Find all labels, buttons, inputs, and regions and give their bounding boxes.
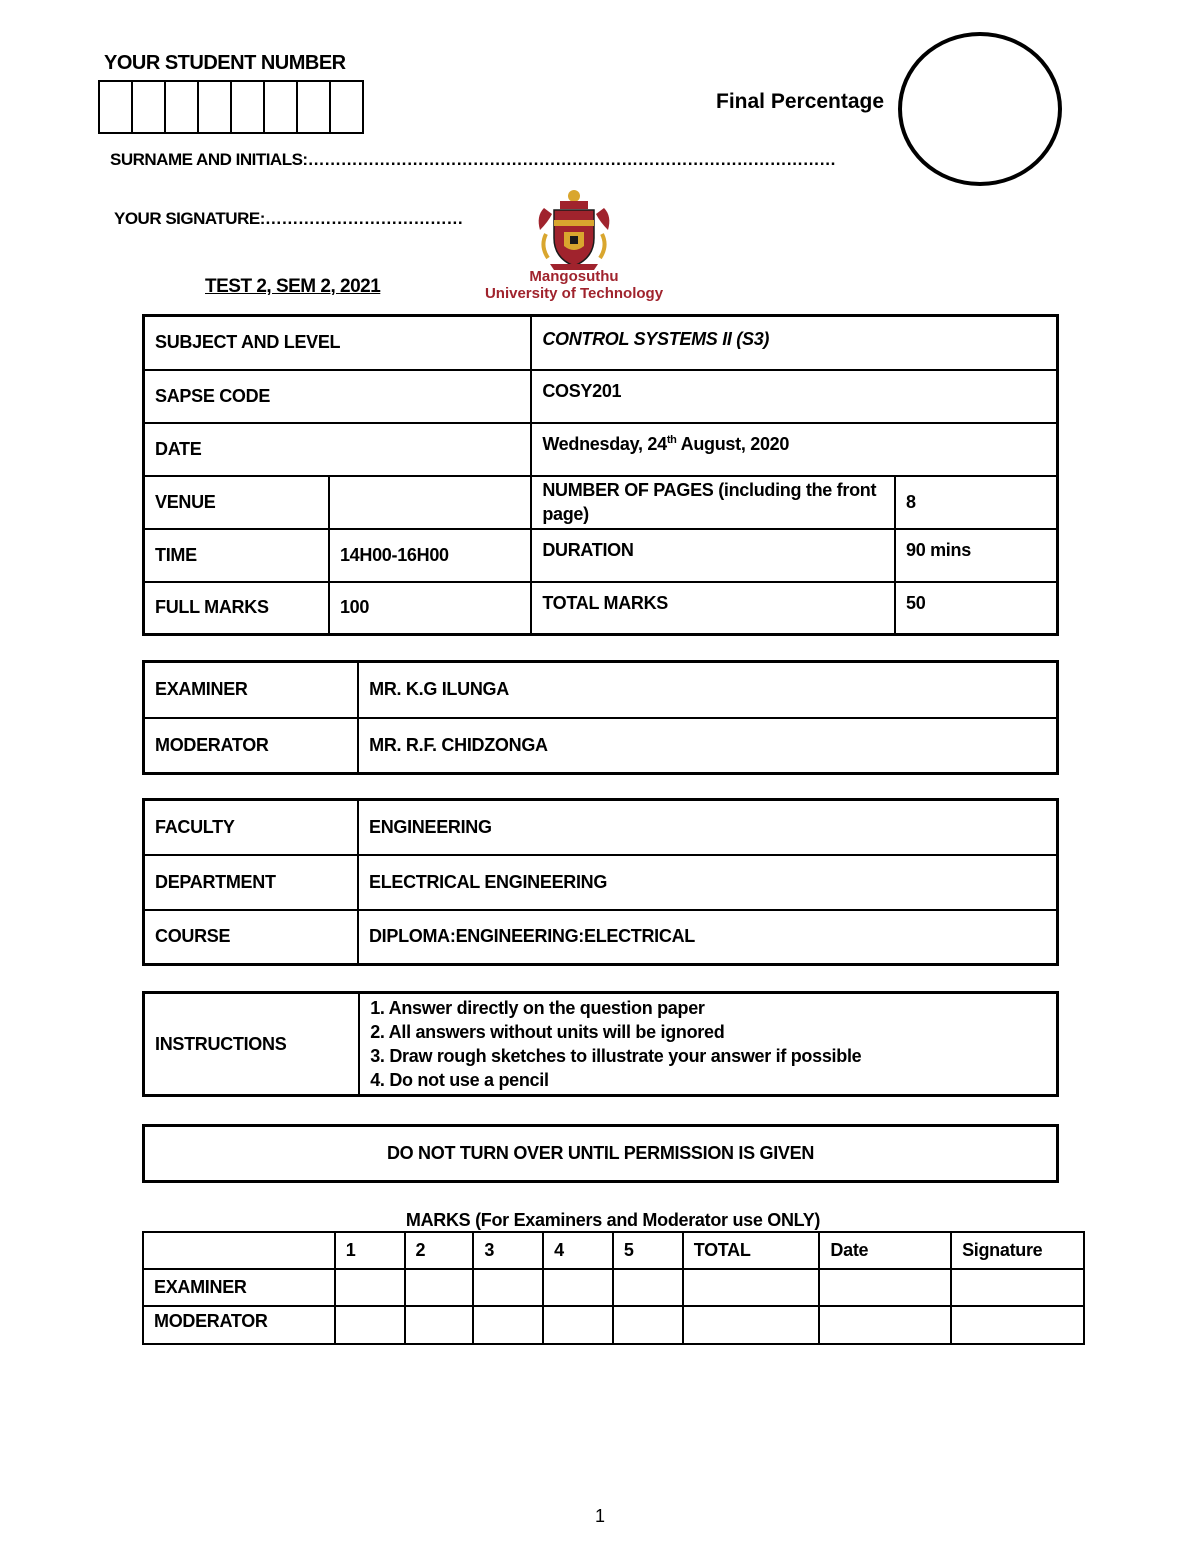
marks-header-q2: 2 <box>405 1232 474 1269</box>
supporter-left <box>543 234 548 258</box>
student-number-label: YOUR STUDENT NUMBER <box>104 52 346 74</box>
final-percentage-label: Final Percentage <box>716 90 885 113</box>
subject-label: SUBJECT AND LEVEL <box>144 316 532 370</box>
surname-field[interactable]: SURNAME AND INITIALS:…………………………………………………………………………………… <box>110 150 836 169</box>
student-number-digit-box[interactable] <box>298 82 331 132</box>
student-number-digit-box[interactable] <box>100 82 133 132</box>
page-number: 1 <box>594 1506 605 1526</box>
date-label: DATE <box>144 423 532 476</box>
marks-cell[interactable] <box>951 1269 1084 1306</box>
department-label: DEPARTMENT <box>144 855 358 910</box>
notice-text: DO NOT TURN OVER UNTIL PERMISSION IS GIVEN <box>144 1126 1058 1182</box>
date-value-main: Wednesday, 24 <box>542 433 667 454</box>
marks-cell[interactable] <box>951 1306 1084 1344</box>
marks-cell[interactable] <box>613 1269 683 1306</box>
marks-table <box>142 1231 1085 1345</box>
instruction-item: 3. Draw rough sketches to illustrate your answer if possible <box>370 1046 862 1066</box>
marks-cell[interactable] <box>405 1269 474 1306</box>
student-number-digit-box[interactable] <box>331 82 362 132</box>
time-label: TIME <box>144 529 329 582</box>
student-number-boxes[interactable] <box>98 80 364 134</box>
subject-info-table <box>142 314 1059 636</box>
faculty-table <box>142 798 1059 966</box>
total-marks-value: 50 <box>895 582 1058 635</box>
signature-field[interactable]: YOUR SIGNATURE:……………………………… <box>114 209 463 228</box>
staff-table <box>142 660 1059 775</box>
date-value-rest: August, 2020 <box>676 433 790 454</box>
marks-cell[interactable] <box>819 1269 951 1306</box>
full-marks-value: 100 <box>329 582 531 635</box>
sapse-code-value: COSY201 <box>531 370 1057 423</box>
date-value-suffix: th <box>666 433 677 446</box>
marks-header-signature: Signature <box>951 1232 1084 1269</box>
student-number-digit-box[interactable] <box>133 82 166 132</box>
subject-value: CONTROL SYSTEMS II (S3) <box>531 316 1057 370</box>
supporter-right <box>600 234 605 258</box>
instruction-item: 2. All answers without units will be ignored <box>370 1022 725 1042</box>
examiner-value: MR. K.G ILUNGA <box>358 662 1057 718</box>
crest-band <box>560 201 588 209</box>
venue-label: VENUE <box>144 476 329 529</box>
shield-center <box>570 236 578 244</box>
table-row <box>143 1269 1084 1306</box>
marks-cell[interactable] <box>683 1306 820 1344</box>
moderator-value: MR. R.F. CHIDZONGA <box>358 718 1057 774</box>
marks-cell[interactable] <box>543 1306 613 1344</box>
marks-header-q1: 1 <box>335 1232 405 1269</box>
marks-cell[interactable] <box>335 1306 405 1344</box>
marks-cell[interactable] <box>473 1269 543 1306</box>
full-marks-label: FULL MARKS <box>144 582 329 635</box>
date-value <box>531 423 1057 476</box>
student-number-digit-box[interactable] <box>265 82 298 132</box>
instruction-item: 4. Do not use a pencil <box>370 1070 549 1090</box>
marks-caption: MARKS (For Examiners and Moderator use ONLY) <box>405 1210 821 1230</box>
mantling-left <box>539 208 552 230</box>
shield-band <box>554 220 594 226</box>
logo-text-line2: University of Technology <box>484 285 664 302</box>
pages-label: NUMBER OF PAGES (including the front page) <box>531 476 895 529</box>
examiner-label: EXAMINER <box>144 662 359 718</box>
marks-cell[interactable] <box>683 1269 820 1306</box>
final-percentage-circle[interactable] <box>898 32 1062 186</box>
pages-value: 8 <box>895 476 1058 529</box>
marks-row-label-examiner: EXAMINER <box>143 1269 335 1306</box>
marks-cell[interactable] <box>543 1269 613 1306</box>
marks-header-total: TOTAL <box>683 1232 820 1269</box>
logo-text-line1: Mangosuthu <box>529 268 619 285</box>
moderator-label: MODERATOR <box>144 718 359 774</box>
notice-box <box>142 1124 1059 1183</box>
duration-label: DURATION <box>531 529 895 582</box>
instruction-item: 1. Answer directly on the question paper <box>370 998 705 1018</box>
marks-header-q4: 4 <box>543 1232 613 1269</box>
instructions-label: INSTRUCTIONS <box>144 993 360 1096</box>
student-number-digit-box[interactable] <box>232 82 265 132</box>
marks-cell[interactable] <box>335 1269 405 1306</box>
faculty-value: ENGINEERING <box>358 800 1058 855</box>
course-label: COURSE <box>144 910 358 965</box>
marks-cell[interactable] <box>613 1306 683 1344</box>
crest-top <box>568 190 580 202</box>
mantling-right <box>596 208 609 230</box>
venue-value <box>329 476 531 529</box>
table-row <box>143 1306 1084 1344</box>
course-value: DIPLOMA:ENGINEERING:ELECTRICAL <box>358 910 1058 965</box>
time-value: 14H00-16H00 <box>329 529 531 582</box>
sapse-code-label: SAPSE CODE <box>144 370 532 423</box>
student-number-digit-box[interactable] <box>166 82 199 132</box>
marks-header-q3: 3 <box>473 1232 543 1269</box>
marks-cell[interactable] <box>819 1306 951 1344</box>
instructions-list-cell <box>359 993 1057 1096</box>
marks-row-label-moderator: MODERATOR <box>143 1306 335 1344</box>
test-title: TEST 2, SEM 2, 2021 <box>205 276 381 297</box>
department-value: ELECTRICAL ENGINEERING <box>358 855 1058 910</box>
faculty-label: FACULTY <box>144 800 358 855</box>
marks-cell[interactable] <box>405 1306 474 1344</box>
marks-header-date: Date <box>819 1232 951 1269</box>
instructions-table <box>142 991 1059 1097</box>
instructions-list <box>370 996 1046 1092</box>
marks-header-q5: 5 <box>613 1232 683 1269</box>
student-number-digit-box[interactable] <box>199 82 232 132</box>
marks-cell[interactable] <box>473 1306 543 1344</box>
marks-header-blank <box>143 1232 335 1269</box>
total-marks-label: TOTAL MARKS <box>531 582 895 635</box>
duration-value: 90 mins <box>895 529 1058 582</box>
